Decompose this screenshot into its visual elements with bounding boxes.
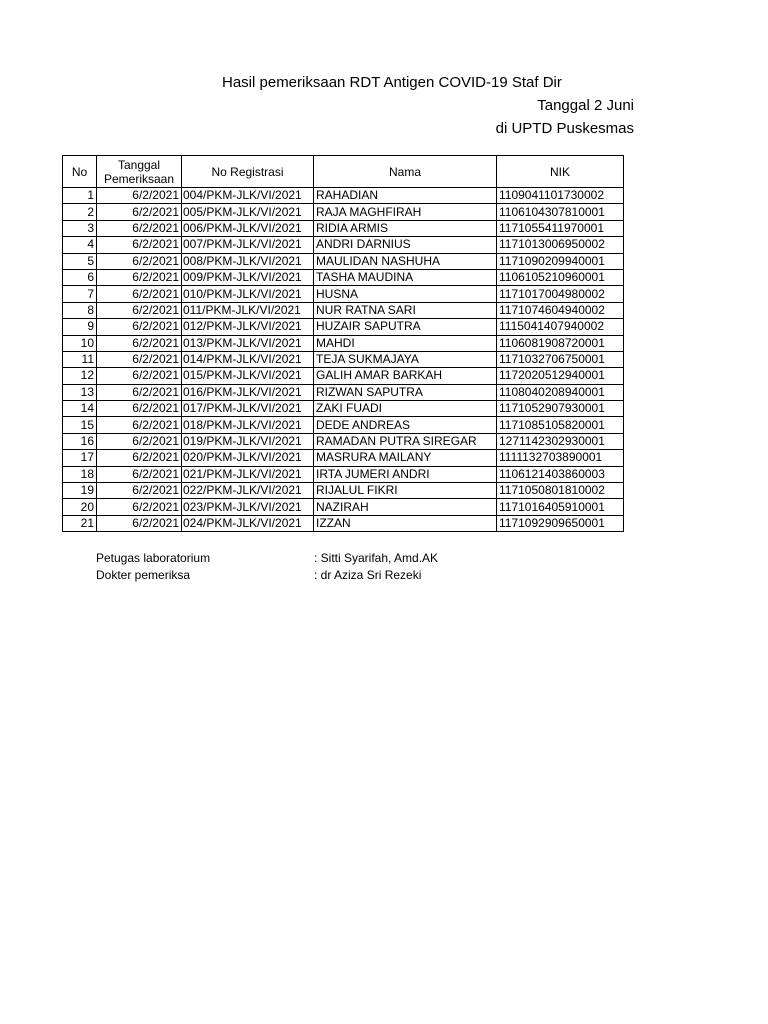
cell-nik: 1171092909650001	[497, 515, 624, 531]
cell-no: 20	[63, 499, 97, 515]
cell-registrasi: 016/PKM-JLK/VI/2021	[182, 384, 314, 400]
table-row	[63, 384, 624, 400]
results-table	[62, 155, 624, 532]
cell-nama: TASHA MAUDINA	[314, 269, 497, 285]
cell-tanggal: 6/2/2021	[97, 499, 182, 515]
cell-nama: ZAKI FUADI	[314, 401, 497, 417]
cell-tanggal: 6/2/2021	[97, 302, 182, 318]
cell-nik: 1106121403860003	[497, 466, 624, 482]
table-row	[63, 483, 624, 499]
document-title: Hasil pemeriksaan RDT Antigen COVID-19 Staf Dir	[222, 74, 562, 91]
cell-nik: 1171052907930001	[497, 401, 624, 417]
cell-tanggal: 6/2/2021	[97, 286, 182, 302]
cell-nik: 1171013006950002	[497, 237, 624, 253]
cell-nik: 1271142302930001	[497, 433, 624, 449]
petugas-value: : Sitti Syarifah, Amd.AK	[314, 551, 439, 565]
cell-nik: 1171017004980002	[497, 286, 624, 302]
document-location-line: di UPTD Puskesmas	[495, 120, 634, 137]
cell-registrasi: 008/PKM-JLK/VI/2021	[182, 253, 314, 269]
cell-nik: 1171016405910001	[497, 499, 624, 515]
cell-no: 12	[63, 368, 97, 384]
cell-tanggal: 6/2/2021	[97, 433, 182, 449]
cell-nama: NAZIRAH	[314, 499, 497, 515]
cell-nama: RAMADAN PUTRA SIREGAR	[314, 433, 497, 449]
cell-tanggal: 6/2/2021	[97, 253, 182, 269]
cell-no: 1	[63, 188, 97, 204]
cell-registrasi: 011/PKM-JLK/VI/2021	[182, 302, 314, 318]
cell-registrasi: 017/PKM-JLK/VI/2021	[182, 401, 314, 417]
cell-nama: RIZWAN SAPUTRA	[314, 384, 497, 400]
cell-no: 10	[63, 335, 97, 351]
cell-registrasi: 005/PKM-JLK/VI/2021	[182, 204, 314, 220]
cell-tanggal: 6/2/2021	[97, 319, 182, 335]
cell-nik: 1171090209940001	[497, 253, 624, 269]
cell-registrasi: 010/PKM-JLK/VI/2021	[182, 286, 314, 302]
cell-nama: TEJA SUKMAJAYA	[314, 351, 497, 367]
cell-nama: IZZAN	[314, 515, 497, 531]
cell-registrasi: 013/PKM-JLK/VI/2021	[182, 335, 314, 351]
cell-tanggal: 6/2/2021	[97, 466, 182, 482]
table-row	[63, 368, 624, 384]
table-row	[63, 515, 624, 531]
cell-nama: RIDIA ARMIS	[314, 220, 497, 236]
petugas-label: Petugas laboratorium	[96, 551, 211, 565]
header-no: No	[63, 156, 97, 188]
cell-tanggal: 6/2/2021	[97, 483, 182, 499]
cell-registrasi: 012/PKM-JLK/VI/2021	[182, 319, 314, 335]
cell-tanggal: 6/2/2021	[97, 401, 182, 417]
table-row	[63, 319, 624, 335]
cell-tanggal: 6/2/2021	[97, 269, 182, 285]
table-row	[63, 499, 624, 515]
table-row	[63, 220, 624, 236]
cell-no: 14	[63, 401, 97, 417]
cell-nama: MAULIDAN NASHUHA	[314, 253, 497, 269]
table-row	[63, 237, 624, 253]
cell-nik: 1106105210960001	[497, 269, 624, 285]
cell-nama: HUSNA	[314, 286, 497, 302]
cell-nama: HUZAIR SAPUTRA	[314, 319, 497, 335]
cell-tanggal: 6/2/2021	[97, 417, 182, 433]
cell-no: 9	[63, 319, 97, 335]
cell-registrasi: 022/PKM-JLK/VI/2021	[182, 483, 314, 499]
cell-nik: 1109041101730002	[497, 188, 624, 204]
cell-registrasi: 023/PKM-JLK/VI/2021	[182, 499, 314, 515]
table-body	[63, 188, 624, 532]
cell-nama: DEDE ANDREAS	[314, 417, 497, 433]
cell-no: 15	[63, 417, 97, 433]
table-row	[63, 302, 624, 318]
cell-nama: RIJALUL FIKRI	[314, 483, 497, 499]
cell-tanggal: 6/2/2021	[97, 204, 182, 220]
table-row	[63, 204, 624, 220]
document-date-line: Tanggal 2 Juni	[537, 97, 634, 114]
table-row	[63, 433, 624, 449]
header-nama: Nama	[314, 156, 497, 188]
header-registrasi: No Registrasi	[182, 156, 314, 188]
table-row	[63, 466, 624, 482]
table-row	[63, 417, 624, 433]
cell-tanggal: 6/2/2021	[97, 335, 182, 351]
header-tanggal: Tanggal Pemeriksaan	[97, 156, 182, 188]
cell-nik: 1108040208940001	[497, 384, 624, 400]
cell-registrasi: 019/PKM-JLK/VI/2021	[182, 433, 314, 449]
cell-registrasi: 024/PKM-JLK/VI/2021	[182, 515, 314, 531]
cell-nik: 1171032706750001	[497, 351, 624, 367]
cell-nik: 1172020512940001	[497, 368, 624, 384]
cell-registrasi: 015/PKM-JLK/VI/2021	[182, 368, 314, 384]
table-row	[63, 286, 624, 302]
cell-no: 13	[63, 384, 97, 400]
cell-no: 11	[63, 351, 97, 367]
cell-no: 18	[63, 466, 97, 482]
cell-tanggal: 6/2/2021	[97, 368, 182, 384]
cell-tanggal: 6/2/2021	[97, 220, 182, 236]
cell-nama: MAHDI	[314, 335, 497, 351]
cell-no: 16	[63, 433, 97, 449]
dokter-label: Dokter pemeriksa	[96, 568, 191, 582]
cell-nik: 1106104307810001	[497, 204, 624, 220]
cell-registrasi: 004/PKM-JLK/VI/2021	[182, 188, 314, 204]
cell-nik: 1171055411970001	[497, 220, 624, 236]
header-nik: NIK	[497, 156, 624, 188]
cell-nama: RAJA MAGHFIRAH	[314, 204, 497, 220]
cell-nik: 1115041407940002	[497, 319, 624, 335]
cell-no: 4	[63, 237, 97, 253]
cell-tanggal: 6/2/2021	[97, 515, 182, 531]
cell-tanggal: 6/2/2021	[97, 384, 182, 400]
cell-tanggal: 6/2/2021	[97, 351, 182, 367]
cell-registrasi: 018/PKM-JLK/VI/2021	[182, 417, 314, 433]
cell-registrasi: 009/PKM-JLK/VI/2021	[182, 269, 314, 285]
cell-registrasi: 007/PKM-JLK/VI/2021	[182, 237, 314, 253]
cell-no: 17	[63, 450, 97, 466]
cell-tanggal: 6/2/2021	[97, 237, 182, 253]
cell-registrasi: 014/PKM-JLK/VI/2021	[182, 351, 314, 367]
cell-no: 5	[63, 253, 97, 269]
table-row	[63, 401, 624, 417]
table-row	[63, 269, 624, 285]
cell-no: 6	[63, 269, 97, 285]
cell-nama: MASRURA MAILANY	[314, 450, 497, 466]
cell-nama: ANDRI DARNIUS	[314, 237, 497, 253]
cell-no: 3	[63, 220, 97, 236]
cell-tanggal: 6/2/2021	[97, 188, 182, 204]
table-row	[63, 335, 624, 351]
cell-nik: 1171050801810002	[497, 483, 624, 499]
table-row	[63, 450, 624, 466]
cell-registrasi: 006/PKM-JLK/VI/2021	[182, 220, 314, 236]
dokter-value: : dr Aziza Sri Rezeki	[314, 568, 422, 582]
cell-nama: GALIH AMAR BARKAH	[314, 368, 497, 384]
cell-no: 8	[63, 302, 97, 318]
cell-nama: NUR RATNA SARI	[314, 302, 497, 318]
cell-nik: 1171074604940002	[497, 302, 624, 318]
cell-no: 2	[63, 204, 97, 220]
cell-tanggal: 6/2/2021	[97, 450, 182, 466]
cell-nama: RAHADIAN	[314, 188, 497, 204]
cell-registrasi: 021/PKM-JLK/VI/2021	[182, 466, 314, 482]
table-header-row	[63, 156, 624, 188]
table-row	[63, 253, 624, 269]
cell-nik: 1171085105820001	[497, 417, 624, 433]
cell-registrasi: 020/PKM-JLK/VI/2021	[182, 450, 314, 466]
table-row	[63, 188, 624, 204]
cell-no: 7	[63, 286, 97, 302]
cell-nama: IRTA JUMERI ANDRI	[314, 466, 497, 482]
cell-no: 19	[63, 483, 97, 499]
cell-nik: 1106081908720001	[497, 335, 624, 351]
table-row	[63, 351, 624, 367]
cell-no: 21	[63, 515, 97, 531]
cell-nik: 1111132703890001	[497, 450, 624, 466]
